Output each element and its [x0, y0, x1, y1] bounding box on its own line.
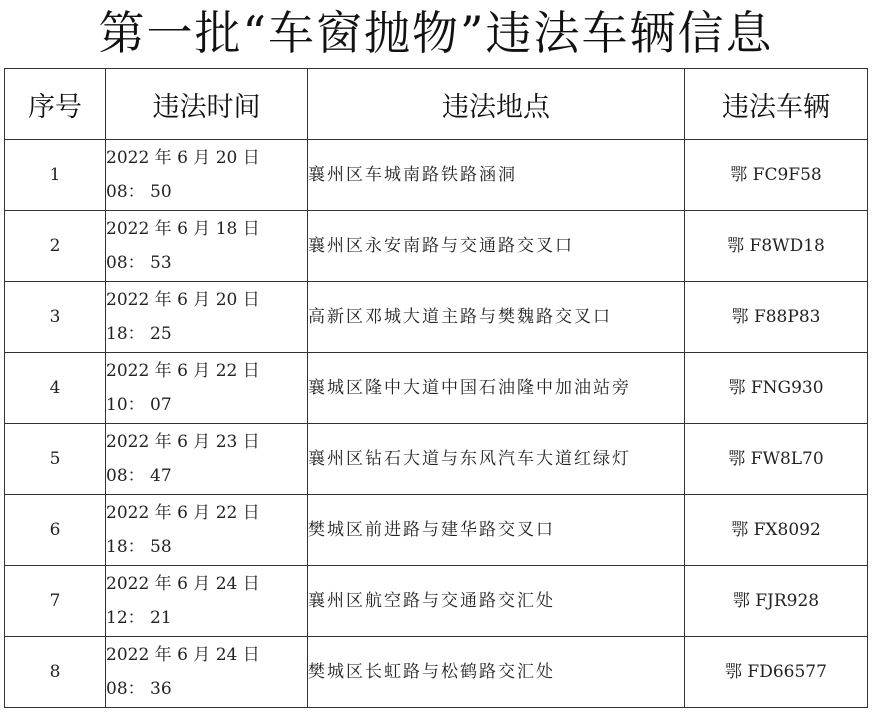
row-location: 樊城区前进路与建华路交叉口: [308, 495, 685, 566]
row-time: [106, 353, 308, 424]
row-index: 8: [5, 637, 106, 708]
row-location: 襄州区航空路与交通路交汇处: [308, 566, 685, 637]
table-row: [5, 495, 868, 566]
row-plate: 鄂 FW8L70: [685, 424, 868, 495]
row-plate: 鄂 FX8092: [685, 495, 868, 566]
row-plate: 鄂 FNG930: [685, 353, 868, 424]
row-plate: 鄂 F88P83: [685, 282, 868, 353]
row-time: [106, 211, 308, 282]
row-index: 3: [5, 282, 106, 353]
row-clock: 18： 58: [106, 537, 172, 557]
row-time: [106, 495, 308, 566]
row-clock: 10： 07: [106, 395, 172, 415]
row-time: [106, 140, 308, 211]
row-clock: 08： 53: [106, 253, 172, 273]
table-row: [5, 282, 868, 353]
row-location: 樊城区长虹路与松鹤路交汇处: [308, 637, 685, 708]
row-date: 2022 年 6 月 20 日: [106, 290, 260, 310]
table-header-row: [5, 69, 868, 140]
row-plate: 鄂 FD66577: [685, 637, 868, 708]
row-index: 6: [5, 495, 106, 566]
row-location: 襄州区车城南路铁路涵洞: [308, 140, 685, 211]
row-location: 襄州区永安南路与交通路交叉口: [308, 211, 685, 282]
row-index: 5: [5, 424, 106, 495]
row-clock: 08： 50: [106, 182, 172, 202]
row-date: 2022 年 6 月 24 日: [106, 645, 260, 665]
row-location: 襄州区钻石大道与东风汽车大道红绿灯: [308, 424, 685, 495]
row-clock: 08： 47: [106, 466, 172, 486]
violations-table: [4, 68, 868, 708]
table-row: [5, 140, 868, 211]
table-row: [5, 566, 868, 637]
row-plate: 鄂 FJR928: [685, 566, 868, 637]
row-date: 2022 年 6 月 22 日: [106, 361, 260, 381]
row-index: 7: [5, 566, 106, 637]
row-plate: 鄂 FC9F58: [685, 140, 868, 211]
row-time: [106, 637, 308, 708]
page-title: 第一批“车窗抛物”违法车辆信息: [98, 6, 774, 60]
row-clock: 12： 21: [106, 608, 172, 628]
row-index: 2: [5, 211, 106, 282]
row-date: 2022 年 6 月 23 日: [106, 432, 260, 452]
row-date: 2022 年 6 月 24 日: [106, 574, 260, 594]
header-location: 违法地点: [308, 69, 685, 140]
row-location: 襄城区隆中大道中国石油隆中加油站旁: [308, 353, 685, 424]
row-time: [106, 424, 308, 495]
table-row: [5, 637, 868, 708]
row-date: 2022 年 6 月 20 日: [106, 148, 260, 168]
row-clock: 08： 36: [106, 679, 172, 699]
row-location: 高新区邓城大道主路与樊魏路交叉口: [308, 282, 685, 353]
row-time: [106, 282, 308, 353]
row-index: 1: [5, 140, 106, 211]
row-date: 2022 年 6 月 22 日: [106, 503, 260, 523]
row-plate: 鄂 F8WD18: [685, 211, 868, 282]
table-row: [5, 353, 868, 424]
header-vehicle: 违法车辆: [685, 69, 868, 140]
row-time: [106, 566, 308, 637]
row-date: 2022 年 6 月 18 日: [106, 219, 260, 239]
table-row: [5, 211, 868, 282]
row-index: 4: [5, 353, 106, 424]
table-row: [5, 424, 868, 495]
header-index: 序号: [5, 69, 106, 140]
row-clock: 18： 25: [106, 324, 172, 344]
header-time: 违法时间: [106, 69, 308, 140]
